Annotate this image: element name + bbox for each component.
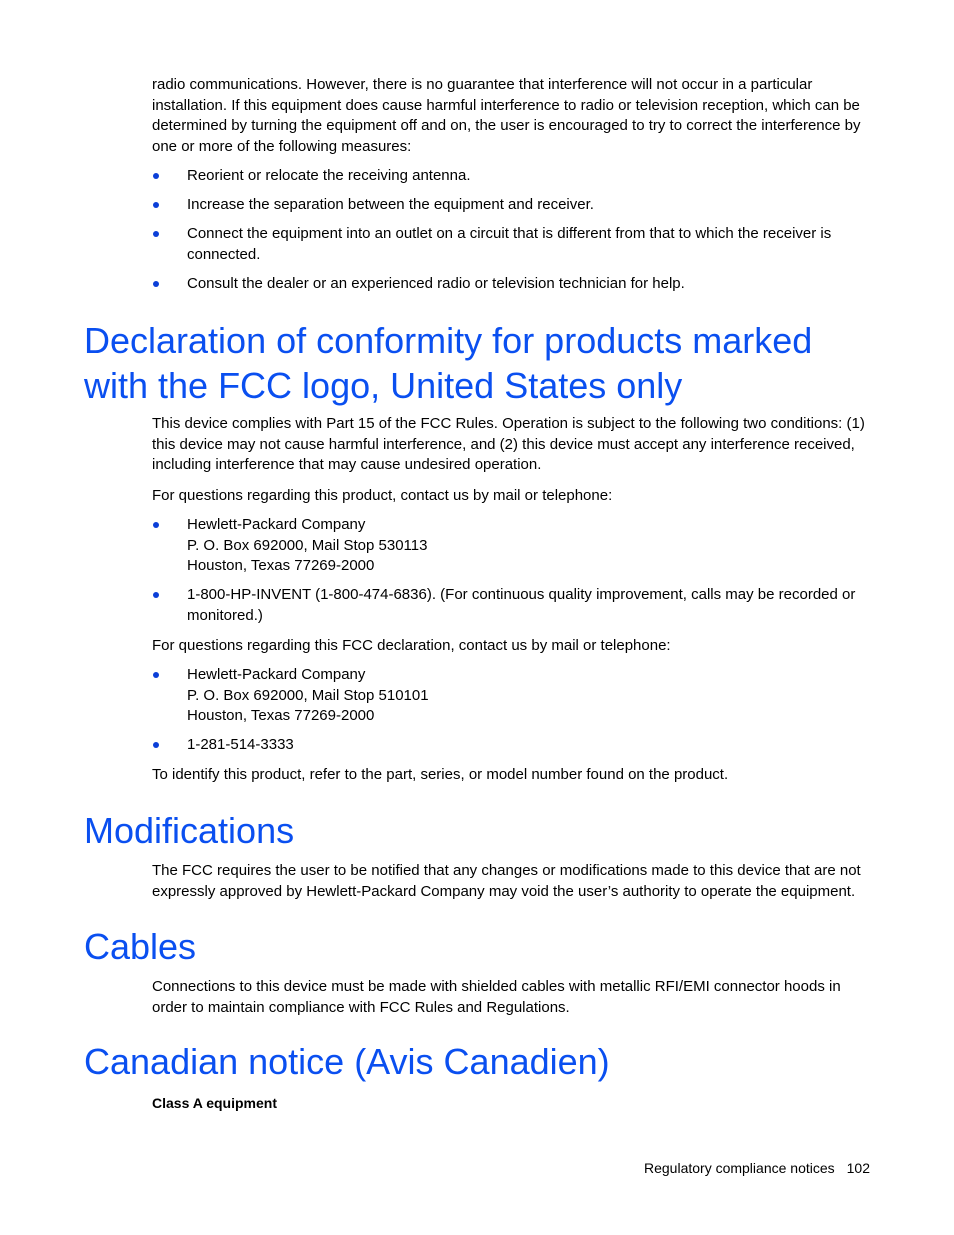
list-item — [152, 195, 872, 216]
modifications-heading: Modifications — [84, 810, 295, 851]
list-item — [152, 274, 872, 295]
declaration-paragraph: This device complies with Part 15 of the FCC Rules. Operation is subject to the following two conditions: (1) this device may not cause harmful interference, and (2) this device must accept any interference received, including interference that may cause undesired operation. — [152, 415, 865, 473]
modifications-paragraph: The FCC requires the user to be notified that any changes or modifications made to this device that are not expressly approved by Hewlett-Packard Company may void the user’s authority to operate the equipment. — [152, 862, 861, 900]
list-item — [152, 585, 872, 626]
bullet-icon — [153, 173, 159, 179]
list-item — [152, 735, 872, 756]
list-item-text: 1-281-514-3333 — [187, 736, 294, 753]
fcc-contact-intro: For questions regarding this FCC declaration, contact us by mail or telephone: — [152, 637, 671, 654]
footer-section-title: Regulatory compliance notices — [643, 1160, 835, 1176]
cables-heading: Cables — [84, 926, 197, 967]
bullet-icon — [153, 672, 159, 678]
list-item — [152, 166, 872, 187]
list-item-text: Connect the equipment into an outlet on a circuit that is different from that to which the receiver is connected. — [187, 225, 832, 263]
canadian-notice-heading: Canadian notice (Avis Canadien) — [84, 1041, 610, 1082]
list-item — [152, 224, 872, 265]
bullet-icon — [153, 202, 159, 208]
declaration-heading: Declaration of conformity for products marked with the FCC logo, United States only — [84, 320, 813, 406]
list-item — [152, 515, 872, 577]
bullet-icon — [153, 281, 159, 287]
list-item-text: Hewlett-Packard Company P. O. Box 692000, Mail Stop 510101 Houston, Texas 77269-2000 — [187, 666, 429, 724]
page-footer — [644, 1158, 870, 1178]
list-item-text: Consult the dealer or an experienced radio or television technician for help. — [187, 275, 685, 292]
bullet-icon — [153, 522, 159, 528]
bullet-icon — [153, 592, 159, 598]
list-item-text: Increase the separation between the equipment and receiver. — [187, 196, 594, 213]
bullet-icon — [153, 742, 159, 748]
product-contact-intro: For questions regarding this product, contact us by mail or telephone: — [152, 487, 613, 504]
bullet-icon — [153, 231, 159, 237]
list-item-text: Hewlett-Packard Company P. O. Box 692000, Mail Stop 530113 Houston, Texas 77269-2000 — [187, 516, 428, 574]
list-item-text: 1-800-HP-INVENT (1-800-474-6836). (For continuous quality improvement, calls may be recorded or monitored.) — [187, 586, 856, 624]
page-number: 102 — [846, 1160, 870, 1176]
class-a-subheading: Class A equipment — [152, 1095, 277, 1111]
identify-product-text: To identify this product, refer to the part, series, or model number found on the product. — [152, 766, 729, 783]
list-item — [152, 665, 872, 727]
cables-paragraph: Connections to this device must be made with shielded cables with metallic RFI/EMI connector hoods in order to maintain compliance with FCC Rules and Regulations. — [152, 978, 841, 1016]
intro-paragraph: radio communications. However, there is no guarantee that interference will not occur in a particular installation. If this equipment does cause harmful interference to radio or television reception, which can be determined by turning the equipment off and on, the user is encouraged to try to correct the interference by one or more of the following measures: — [152, 76, 861, 155]
list-item-text: Reorient or relocate the receiving antenna. — [187, 167, 471, 184]
